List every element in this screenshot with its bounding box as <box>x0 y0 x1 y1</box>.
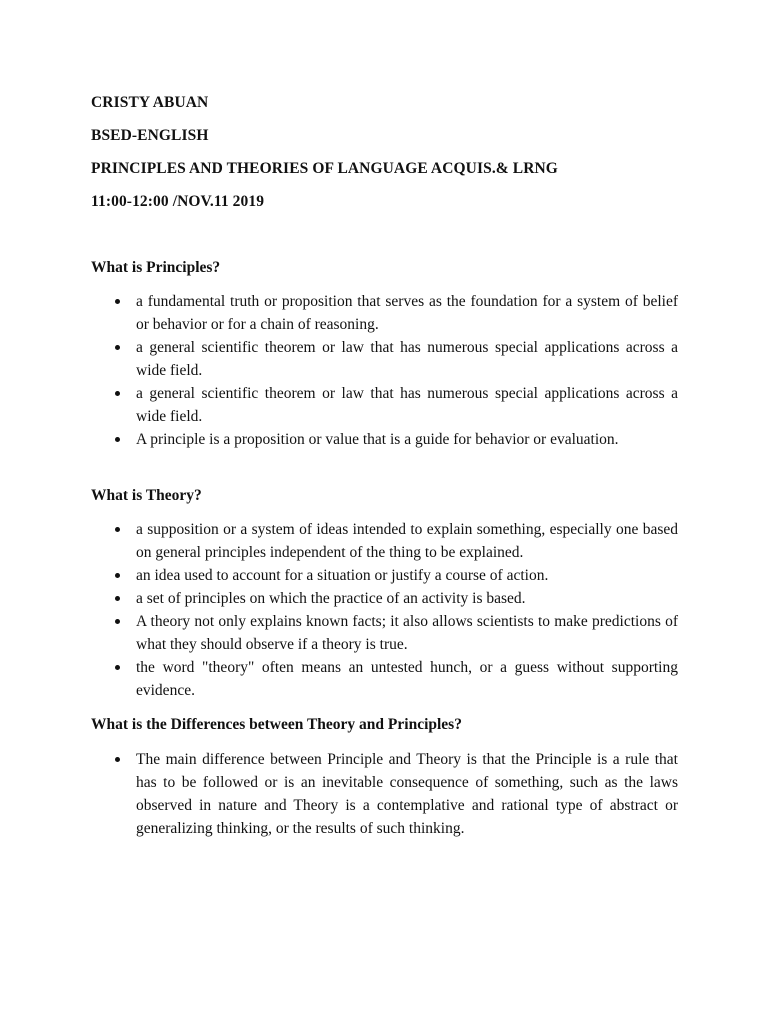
list-item-text: an idea used to account for a situation or justify a course of action. <box>136 567 549 584</box>
student-course: BSED-ENGLISH <box>91 127 209 144</box>
section-heading-principles: What is Principles? <box>91 259 221 276</box>
list-item <box>91 610 678 656</box>
list-item-text: a supposition or a system of ideas intended to explain something, especially one based on general principles independent of the thing to be explained. <box>136 521 678 561</box>
list-item <box>91 587 678 610</box>
list-item-text: A theory not only explains known facts; it also allows scientists to make predictions of what they should observe if a theory is true. <box>136 613 678 653</box>
list-item <box>91 564 678 587</box>
principles-list <box>91 290 678 451</box>
section-heading-differences: What is the Differences between Theory and Principles? <box>91 716 462 733</box>
list-item <box>91 428 678 451</box>
bullet-icon <box>115 391 120 396</box>
bullet-icon <box>115 596 120 601</box>
bullet-icon <box>115 619 120 624</box>
theory-list <box>91 518 678 702</box>
list-item <box>91 382 678 428</box>
bullet-icon <box>115 345 120 350</box>
subject-title: PRINCIPLES AND THEORIES OF LANGUAGE ACQUIS.& LRNG <box>91 160 558 177</box>
bullet-icon <box>115 573 120 578</box>
section-heading-theory: What is Theory? <box>91 487 202 504</box>
list-item <box>91 518 678 564</box>
bullet-icon <box>115 665 120 670</box>
list-item-text: a general scientific theorem or law that has numerous special applications across a wide field. <box>136 339 678 379</box>
list-item-text: a fundamental truth or proposition that serves as the foundation for a system of belief or behavior or for a chain of reasoning. <box>136 293 678 333</box>
list-item <box>91 656 678 702</box>
class-schedule: 11:00-12:00 /NOV.11 2019 <box>91 193 265 210</box>
bullet-icon <box>115 757 120 762</box>
bullet-icon <box>115 527 120 532</box>
differences-list <box>91 748 678 840</box>
list-item <box>91 748 678 840</box>
list-item-text: A principle is a proposition or value that is a guide for behavior or evaluation. <box>136 431 619 448</box>
bullet-icon <box>115 437 120 442</box>
list-item-text: The main difference between Principle and Theory is that the Principle is a rule that has to be followed or is an inevitable consequence of something, such as the laws observed in nature and Theory is a contemplative and rational type of abstract or generalizing thinking, or the results of such thinking. <box>136 751 678 837</box>
list-item <box>91 290 678 336</box>
bullet-icon <box>115 299 120 304</box>
student-name: CRISTY ABUAN <box>91 94 209 111</box>
list-item-text: the word "theory" often means an untested hunch, or a guess without supporting evidence. <box>136 659 678 699</box>
list-item <box>91 336 678 382</box>
list-item-text: a set of principles on which the practice of an activity is based. <box>136 590 526 607</box>
list-item-text: a general scientific theorem or law that has numerous special applications across a wide field. <box>136 385 678 425</box>
